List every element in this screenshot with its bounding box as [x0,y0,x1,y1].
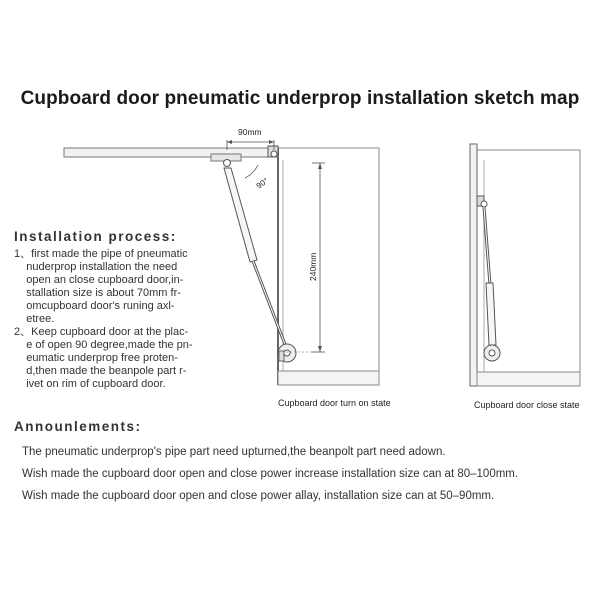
dim-height-label: 240mm [308,252,318,281]
announcement-line: Wish made the cupboard door open and close power allay, installation size can at 50–90mm. [22,490,495,502]
installation-line: 1、first made the pipe of pneumatic [14,248,188,260]
caption-close-state: Cupboard door close state [474,400,580,410]
angle-arc [245,165,258,178]
installation-line: d,then made the beanpole part r- [14,365,187,377]
gas-strut-open [224,168,286,347]
page-title: Cupboard door pneumatic underprop installation sketch map [20,88,580,109]
installation-line: open an close cupboard door,in- [14,274,184,286]
caption-open-state: Cupboard door turn on state [278,398,391,408]
angle-label: 90° [254,176,270,191]
installation-heading: Installation process: [14,229,177,244]
installation-line: nuderprop installation the need [14,261,178,273]
closed-state-diagram [470,144,580,386]
strut-top-pivot [224,160,231,167]
announcement-line: The pneumatic underprop's pipe part need upturned,the beanpolt part need adown. [22,446,446,458]
installation-line: omcupboard door's runing axl- [14,300,175,312]
installation-line: e of open 90 degree,made the pn- [14,339,193,351]
open-door-panel [64,148,278,157]
installation-line: etree. [14,313,55,325]
cabinet-bottom-shelf [278,371,379,385]
installation-steps [14,248,193,391]
announcements-heading: Announlements: [14,419,142,434]
announcement-line: Wish made the cupboard door open and close power increase installation size can at 80–100mm. [22,468,519,480]
installation-line: ivet on rim of cupboard door. [14,378,166,390]
installation-line: eumatic underprop free proten- [14,352,178,364]
dim-width-label: 90mm [238,127,262,137]
installation-line: 2、Keep cupboard door at the plac- [14,326,189,338]
closed-door-panel [470,144,477,386]
door-pivot [271,151,277,157]
installation-line: stallation size is about 70mm fr- [14,287,181,299]
announcements-list [22,441,518,507]
